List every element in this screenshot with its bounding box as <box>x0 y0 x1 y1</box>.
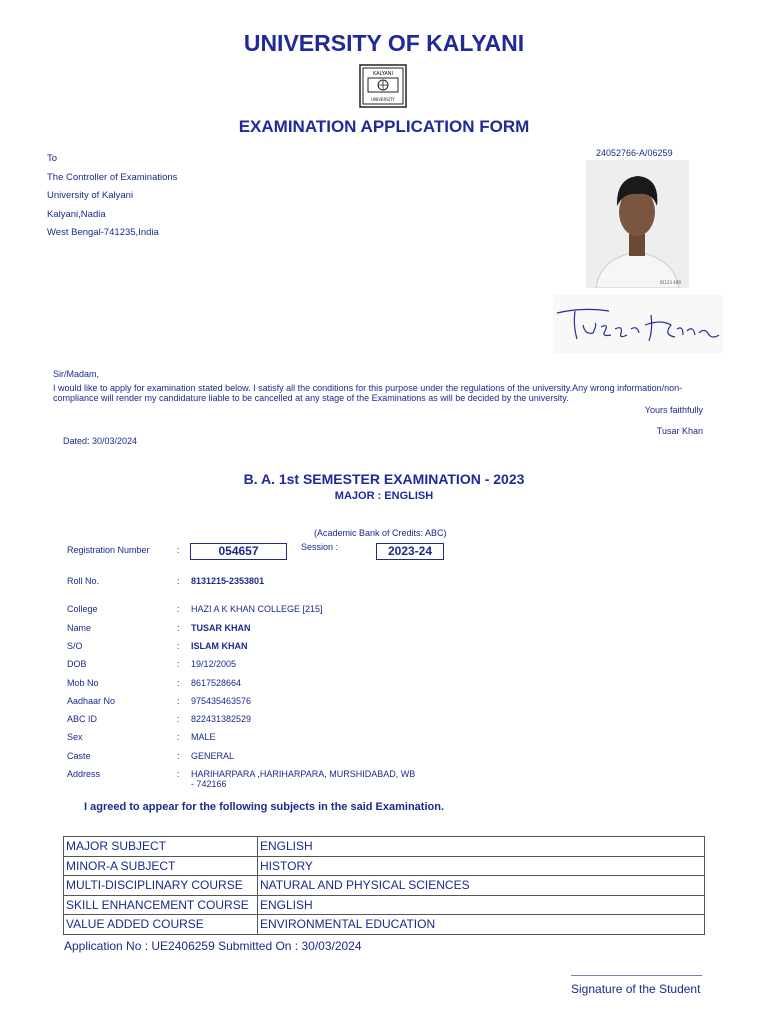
session-label: Session : <box>301 542 339 552</box>
student-photo-image <box>586 160 689 288</box>
caste-value: GENERAL <box>191 751 235 761</box>
recipient-address <box>47 150 177 243</box>
colon: : <box>177 623 180 633</box>
subject-name: ENGLISH <box>258 837 705 857</box>
registration-label: Registration Number <box>67 545 150 555</box>
colon: : <box>177 604 180 614</box>
colon: : <box>177 769 180 779</box>
application-reference: 24052766-A/06259 <box>596 148 673 158</box>
colon: : <box>177 576 180 586</box>
colon: : <box>177 678 180 688</box>
signature-image <box>553 295 723 353</box>
subject-type: MINOR-A SUBJECT <box>64 856 258 876</box>
application-letter <box>53 369 723 403</box>
aadhaar-value: 975435463576 <box>191 696 252 706</box>
table-row <box>64 837 705 857</box>
roll-number-value: 8131215-2353801 <box>191 576 265 586</box>
field-label: ABC ID <box>67 714 98 724</box>
student-photo <box>586 160 689 288</box>
subject-type: MULTI-DISCIPLINARY COURSE <box>64 876 258 896</box>
agreement-text: I agreed to appear for the following subjects in the said Examination. <box>84 801 445 813</box>
table-row <box>64 895 705 915</box>
address-line: The Controller of Examinations <box>47 171 178 183</box>
subject-name: HISTORY <box>258 856 705 876</box>
salutation: Sir/Madam, <box>53 369 100 379</box>
closing-text: Yours faithfully <box>644 405 703 415</box>
university-title: UNIVERSITY OF KALYANI <box>243 30 525 56</box>
subject-type: SKILL ENHANCEMENT COURSE <box>64 895 258 915</box>
dated-text: Dated: 30/03/2024 <box>63 436 138 446</box>
field-label: Roll No. <box>67 576 100 586</box>
colon: : <box>177 545 180 555</box>
field-label: DOB <box>67 659 87 669</box>
dob-value: 19/12/2005 <box>191 659 237 669</box>
signature-scribble <box>553 295 723 353</box>
major-subject-heading: MAJOR : ENGLISH <box>334 490 434 502</box>
subjects-table <box>63 836 705 935</box>
registration-number-box: 054657 <box>190 543 287 560</box>
form-title: EXAMINATION APPLICATION FORM <box>238 117 530 136</box>
address-line: Kalyani,Nadia <box>47 208 106 220</box>
field-label: Address <box>67 769 101 779</box>
mobile-value: 8617528664 <box>191 678 242 688</box>
name-value: TUSAR KHAN <box>191 623 251 633</box>
subject-name: NATURAL AND PHYSICAL SCIENCES <box>258 876 705 896</box>
subject-type: MAJOR SUBJECT <box>64 837 258 857</box>
colon: : <box>177 732 180 742</box>
logo-text-top: KALYANI <box>372 71 394 77</box>
subject-type: VALUE ADDED COURSE <box>64 915 258 935</box>
sex-value: MALE <box>191 732 216 742</box>
address-value-line: - 742166 <box>191 779 227 789</box>
field-label: S/O <box>67 641 83 651</box>
colon: : <box>177 659 180 669</box>
signature-line <box>571 975 702 976</box>
photo-caption: ID123 4BR <box>660 280 682 285</box>
college-value: HAZI A K KHAN COLLEGE [215] <box>191 604 323 614</box>
address-value-line: HARIHARPARA ,HARIHARPARA, MURSHIDABAD, WB <box>191 769 416 779</box>
exam-title: B. A. 1st SEMESTER EXAMINATION - 2023 <box>243 471 525 487</box>
address-line: University of Kalyani <box>47 190 134 201</box>
table-row <box>64 856 705 876</box>
colon: : <box>177 714 180 724</box>
address-line: To <box>47 153 58 164</box>
address-value <box>191 769 415 789</box>
field-label: Aadhaar No <box>67 696 116 706</box>
colon: : <box>177 696 180 706</box>
colon: : <box>177 751 180 761</box>
field-label: College <box>67 604 98 614</box>
letter-body: I would like to apply for examination stated below. I satisfy all the conditions for this purpose under the regulations of the university.Any wrong information/non-compliance will render my candidature liable to be cancelled at any stage of the Examinations as will be decided by the university. <box>53 383 683 403</box>
field-label: Caste <box>67 751 91 761</box>
table-row <box>64 915 705 935</box>
university-logo <box>359 64 407 108</box>
address-line: West Bengal-741235,India <box>47 227 159 238</box>
parent-name-value: ISLAM KHAN <box>191 641 248 651</box>
field-label: Name <box>67 623 92 633</box>
abc-note: (Academic Bank of Credits: ABC) <box>314 528 447 538</box>
signature-label: Signature of the Student <box>571 982 701 996</box>
submission-info: Application No : UE2406259 Submitted On : 30/03/2024 <box>64 939 362 953</box>
abc-id-value: 822431382529 <box>191 714 252 724</box>
applicant-name-closing: Tusar Khan <box>656 426 703 436</box>
logo-text-bottom: UNIVERSITY <box>371 97 395 102</box>
field-label: Mob No <box>67 678 99 688</box>
field-label: Sex <box>67 732 83 742</box>
subject-name: ENVIRONMENTAL EDUCATION <box>258 915 705 935</box>
subject-name: ENGLISH <box>258 895 705 915</box>
colon: : <box>177 641 180 651</box>
session-box: 2023-24 <box>376 543 444 560</box>
table-row <box>64 876 705 896</box>
